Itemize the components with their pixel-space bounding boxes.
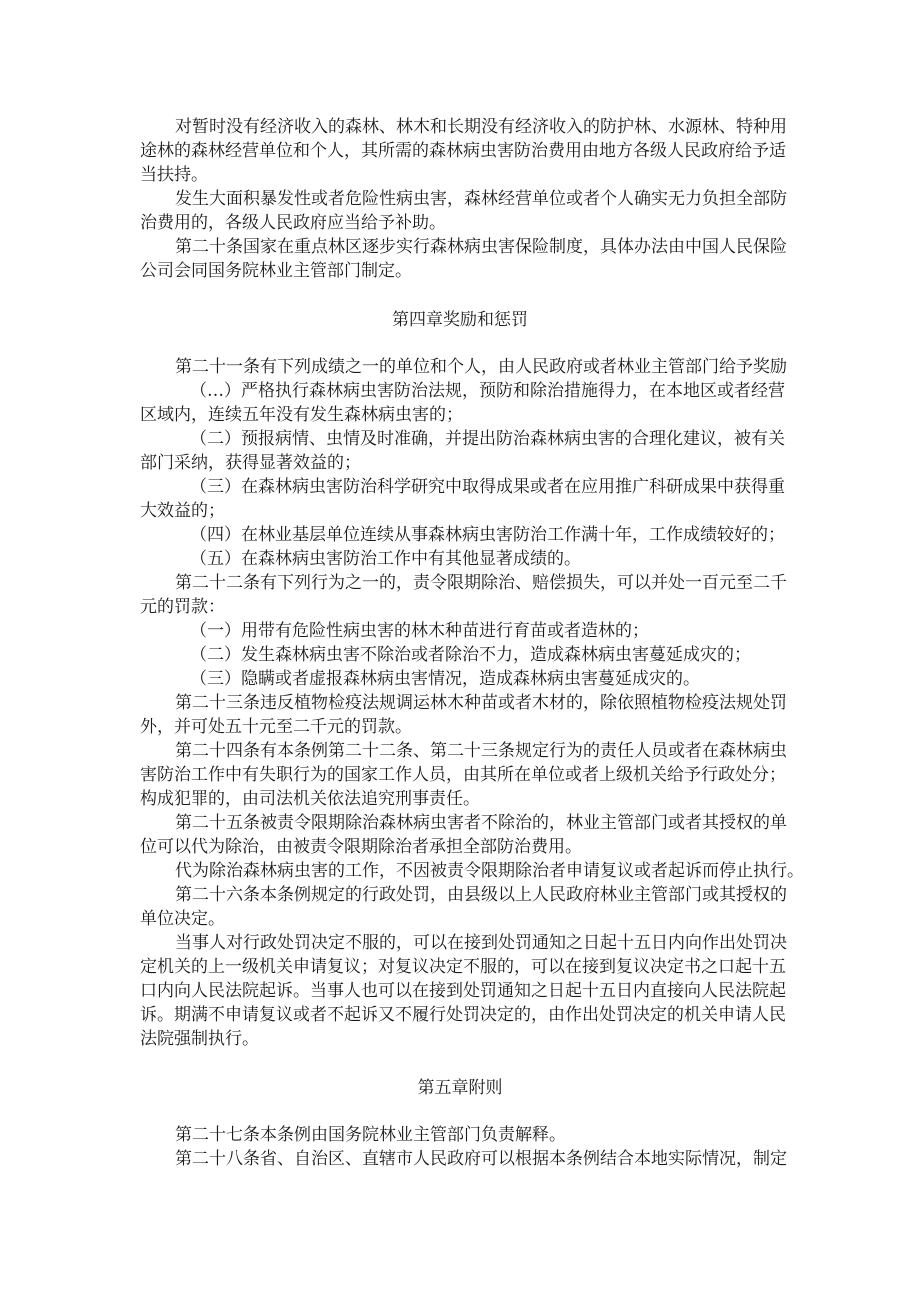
text-line: 定机关的上一级机关申请复议；对复议决定不服的，可以在接到复议决定书之口起十五 — [140, 957, 786, 977]
text-line: 第二十八条省、自治区、直辖市人民政府可以根据本条例结合本地实际情况，制定 — [175, 1149, 787, 1169]
list-item: （…）严格执行森林病虫害防治法规，预防和除治措施得力，在本地区或者经营 — [190, 381, 785, 401]
text-line: 位可以代为除治，由被责令限期除治者承担全部防治费用。 — [140, 837, 582, 857]
text-line: 区域内，连续五年没有发生森林病虫害的； — [140, 405, 463, 425]
text-line: 部门采纳，获得显著效益的； — [140, 453, 361, 473]
list-item: （五）在森林病虫害防治工作中有其他显著成绩的。 — [190, 549, 581, 569]
text-line: 发生大面积暴发性或者危险性病虫害，森林经营单位或者个人确实无力负担全部防 — [175, 189, 787, 209]
text-line: 第二十三条违反植物检疫法规调运林木种苗或者木材的，除依照植物检疫法规处罚 — [175, 693, 787, 713]
text-line: 治费用的，各级人民政府应当给予补助。 — [140, 213, 446, 233]
list-item: （三）隐瞒或者虚报森林病虫害情况，造成森林病虫害蔓延成灾的。 — [190, 669, 700, 689]
text-line: 法院强制执行。 — [140, 1029, 259, 1049]
text-line: 构成犯罪的，由司法机关依法追究刑事责任。 — [140, 789, 480, 809]
text-line: 口内向人民法院起诉。当事人也可以在接到处罚通知之日起十五日内直接向人民法院起 — [140, 981, 786, 1001]
text-line: 元的罚款： — [140, 597, 225, 617]
text-line: 第二十七条本条例由国务院林业主管部门负责解释。 — [175, 1125, 566, 1145]
text-line: 当事人对行政处罚决定不服的，可以在接到处罚通知之日起十五日内向作出处罚决 — [175, 933, 787, 953]
list-item: （四）在林业基层单位连续从事森林病虫害防治工作满十年，工作成绩较好的； — [190, 525, 785, 545]
text-line: 大效益的； — [140, 501, 225, 521]
text-line: 诉。期满不申请复议或者不起诉又不履行处罚决定的，由作出处罚决定的机关申请人民 — [140, 1005, 786, 1025]
text-line: 第二十五条被责令限期除治森林病虫害者不除治的，林业主管部门或者其授权的单 — [175, 813, 787, 833]
list-item: （三）在森林病虫害防治科学研究中取得成果或者在应用推广科研成果中获得重 — [190, 477, 785, 497]
text-line: 第二十二条有下列行为之一的，责令限期除治、赔偿损失，可以并处一百元至二千 — [175, 573, 787, 593]
list-item: （二）预报病情、虫情及时准确，并提出防治森林病虫害的合理化建议，被有关 — [190, 429, 785, 449]
chapter-heading: 第四章奖励和惩罚 — [392, 310, 528, 330]
text-line: 第二十四条有本条例第二十二条、第二十三条规定行为的责任人员或者在森林病虫 — [175, 741, 787, 761]
text-line: 外，并可处五十元至二千元的罚款。 — [140, 717, 412, 737]
list-item: （二）发生森林病虫害不除治或者除治不力，造成森林病虫害蔓延成灾的； — [190, 645, 751, 665]
text-line: 第二十六条本条例规定的行政处罚，由县级以上人民政府林业主管部门或其授权的 — [175, 885, 787, 905]
text-line: 对暂时没有经济收入的森林、林木和长期没有经济收入的防护林、水源林、特种用 — [175, 117, 787, 137]
text-line: 公司会同国务院林业主管部门制定。 — [140, 261, 412, 281]
text-line: 第二十条国家在重点林区逐步实行森林病虫害保险制度，具体办法由中国人民保险 — [175, 237, 787, 257]
text-line: 单位决定。 — [140, 909, 225, 929]
list-item: （一）用带有危险性病虫害的林木种苗进行育苗或者造林的； — [190, 621, 649, 641]
text-line: 第二十一条有下列成绩之一的单位和个人，由人民政府或者林业主管部门给予奖励 — [175, 357, 787, 377]
text-line: 当扶持。 — [140, 165, 208, 185]
chapter-heading: 第五章附则 — [417, 1078, 503, 1098]
text-line: 代为除治森林病虫害的工作，不因被责令限期除治者申请复议或者起诉而停止执行。 — [175, 861, 804, 881]
text-line: 途林的森林经营单位和个人，其所需的森林病虫害防治费用由地方各级人民政府给予适 — [140, 141, 786, 161]
text-line: 害防治工作中有失职行为的国家工作人员，由其所在单位或者上级机关给予行政处分； — [140, 765, 786, 785]
